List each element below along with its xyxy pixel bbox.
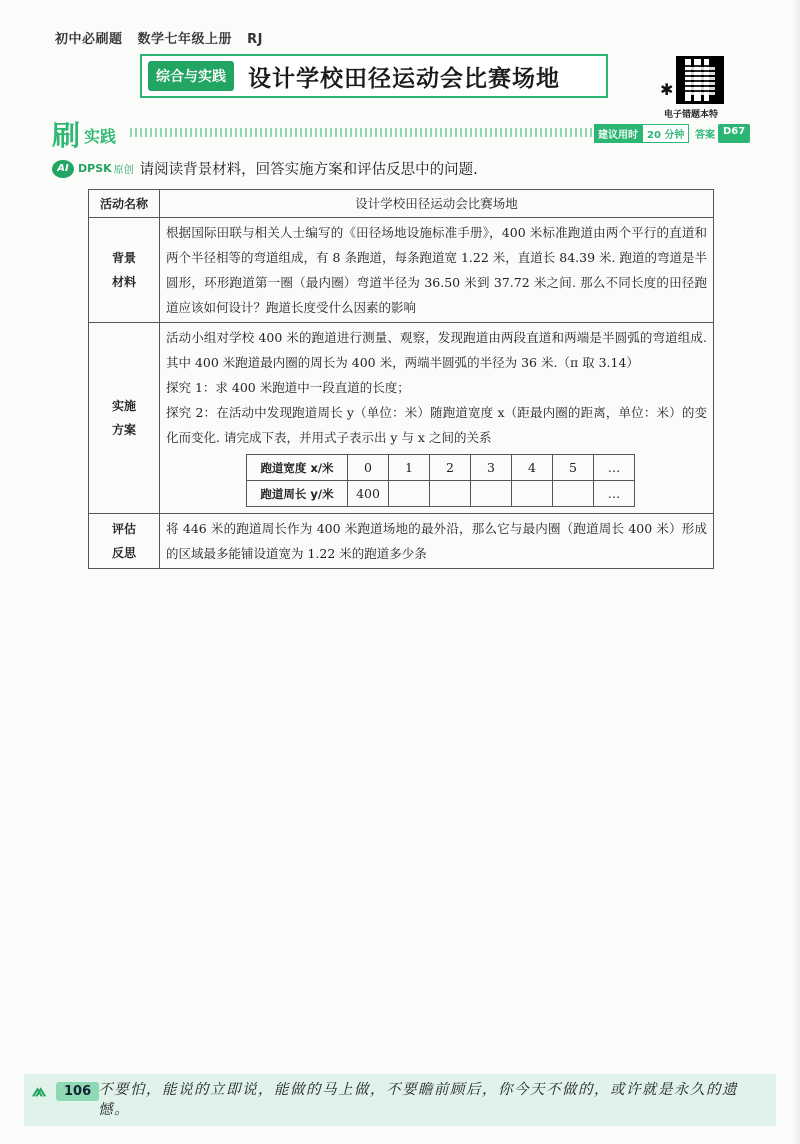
inner-row-perimeter <box>247 481 635 507</box>
background-label-text: 背景材料 <box>111 251 136 289</box>
answer-ref <box>692 124 750 143</box>
table-row <box>89 218 714 323</box>
brand-note: 原创 <box>113 165 134 176</box>
footer-motto: 不要怕，能说的立即说，能做的马上做，不要瞻前顾后，你今天不做的，或许就是永久的遗憾。 <box>98 1082 738 1118</box>
perimeter-cell: 400 <box>348 481 389 507</box>
plan-text-1: 活动小组对学校 400 米的跑道进行测量、观察，发现跑道由两段直道和两端是半圆弧的弯道组成. 其中 400 米跑道最内圈的周长为 400 米，两端半圆弧的半径为 36 米.（π 取 3.14） <box>166 330 707 370</box>
section-tag: 综合与实践 <box>148 61 234 91</box>
table-row <box>89 323 714 514</box>
plan-text-3: 探究 2：在活动中发现跑道周长 y（单位：米）随跑道宽度 x（距最内圈的距离，单位：米）的变化而变化. 请完成下表，并用式子表示出 y 与 x 之间的关系 <box>166 405 707 445</box>
width-cell: 4 <box>512 455 553 481</box>
ai-icon: AI <box>52 160 74 178</box>
perimeter-cell[interactable] <box>553 481 594 507</box>
page-edge-shadow <box>792 0 800 1144</box>
width-cell: 2 <box>430 455 471 481</box>
brand-label: DPSK <box>78 162 112 175</box>
table-row <box>89 514 714 569</box>
width-cell: 0 <box>348 455 389 481</box>
perimeter-cell[interactable] <box>389 481 430 507</box>
time-label: 建议用时 <box>594 124 642 143</box>
activity-name-label: 活动名称 <box>89 190 160 218</box>
width-perimeter-table <box>246 454 635 507</box>
answer-label: 答案 <box>695 130 715 141</box>
time-value: 20 分钟 <box>642 124 689 143</box>
instruction-text: 请阅读背景材料，回答实施方案和评估反思中的问题. <box>139 162 478 178</box>
dotted-divider <box>130 128 592 137</box>
reflect-text: 将 446 米的跑道周长作为 400 米跑道场地的最外沿，那么它与最内圈（跑道周长 400 米）形成的区域最多能铺设道宽为 1.22 米的跑道多少条 <box>160 514 714 569</box>
subject-name: 数学七年级上册 <box>137 32 233 47</box>
page-number: 106 <box>56 1082 99 1101</box>
table-row <box>89 190 714 218</box>
book-name: 初中必刷题 <box>55 32 123 47</box>
bug-icon: ✱ <box>660 80 674 99</box>
perimeter-cell[interactable] <box>512 481 553 507</box>
reflect-label <box>89 514 160 569</box>
perimeter-cell: … <box>594 481 635 507</box>
section-bar <box>52 118 752 152</box>
compass-icon: ⩕ <box>32 1080 47 1101</box>
background-text: 根据国际田联与相关人士编写的《田径场地设施标准手册》，400 米标准跑道由两个平行的直道和两个半径相等的弯道组成，有 8 条跑道，每条跑道宽 1.22 米，直道长 84.39 米. 跑道的弯道是半圆形，环形跑道第一圈（最内圈）弯道半径为 36.50 米到 37.72 米之间. 那么不同长度的田径跑道应该如何设计？跑道长度受什么因素的影响 <box>160 218 714 323</box>
title-box <box>140 54 608 98</box>
qr-caption: 电子错题本特 <box>664 110 719 120</box>
shua-mark: 刷 <box>52 119 81 152</box>
perimeter-header: 跑道周长 y/米 <box>247 481 348 507</box>
width-cell: … <box>594 455 635 481</box>
plan-cell <box>160 323 714 514</box>
width-header: 跑道宽度 x/米 <box>247 455 348 481</box>
perimeter-cell[interactable] <box>430 481 471 507</box>
width-cell: 1 <box>389 455 430 481</box>
footer <box>24 1074 776 1126</box>
edition: RJ <box>247 32 263 47</box>
plan-label-text: 实施方案 <box>111 399 136 437</box>
activity-name: 设计学校田径运动会比赛场地 <box>160 190 714 218</box>
width-cell: 5 <box>553 455 594 481</box>
perimeter-cell[interactable] <box>471 481 512 507</box>
qr-code-icon[interactable] <box>676 56 724 104</box>
running-head <box>55 28 273 47</box>
page-title: 设计学校田径运动会比赛场地 <box>248 65 560 92</box>
background-label <box>89 218 160 323</box>
answer-page: D67 <box>718 124 750 143</box>
inner-row-width <box>247 455 635 481</box>
width-cell: 3 <box>471 455 512 481</box>
reflect-label-text: 评估反思 <box>111 522 136 560</box>
plan-text-2: 探究 1：求 400 米跑道中一段直道的长度； <box>166 380 410 395</box>
section-name: 实践 <box>84 127 117 146</box>
activity-table <box>88 189 714 569</box>
ai-instruction-line <box>52 158 478 179</box>
suggested-time <box>594 124 689 143</box>
plan-label <box>89 323 160 514</box>
